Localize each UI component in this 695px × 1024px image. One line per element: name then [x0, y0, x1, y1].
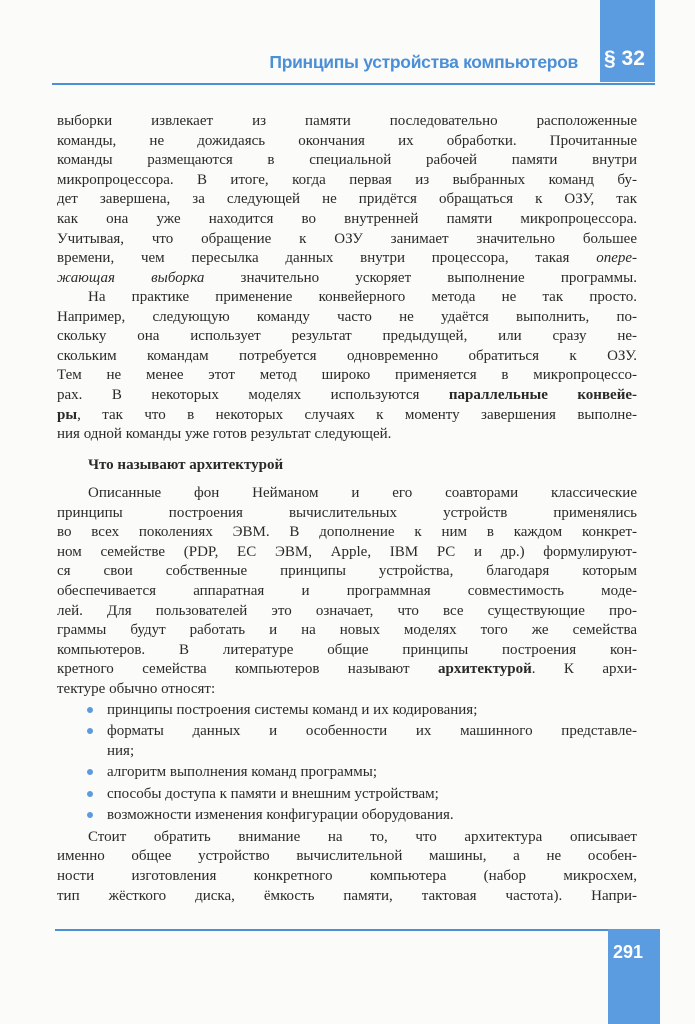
text-run: команды, не дожидаясь окончания их обработки. Прочитанные: [57, 132, 637, 149]
bullet-item-line: [107, 701, 637, 719]
text-run: ности изготовления конкретного компьютера (набор микросхем,: [57, 868, 637, 884]
text-run: тип жёсткого диска, ёмкость памяти, тактовая частота). Напри-: [57, 888, 637, 904]
text-run: команды размещаются в специальной рабочей памяти внутри: [57, 152, 637, 169]
paragraph-line: [57, 621, 637, 639]
section-number: § 32: [604, 47, 645, 70]
text-run: граммы будут работать и на новых моделях того же семейства: [57, 622, 637, 639]
text-run: ния;: [107, 743, 135, 759]
paragraph-line: [57, 562, 637, 580]
paragraph-line: [57, 151, 637, 169]
text-run: тектуре обычно относят:: [57, 681, 216, 697]
text-run: времени, чем пересылка данных внутри процессора, такая: [57, 250, 597, 267]
paragraph-line: [57, 366, 637, 384]
text-run: Тем не менее этот метод широко применяется в микропроцессо-: [57, 367, 637, 384]
text-run: во всех поколениях ЭВМ. В дополнение к ним в каждом конкрет-: [57, 524, 637, 541]
paragraph-line: [57, 347, 637, 365]
text-run: выборки извлекает из памяти последовательно расположенные: [57, 113, 637, 129]
text-run: возможности изменения конфигурации оборудования.: [107, 807, 454, 823]
paragraph-line: [57, 602, 637, 620]
text-run: форматы данных и особенности их машинного представле-: [107, 723, 637, 739]
text-run: Учитывая, что обращение к ОЗУ занимает значительно большее: [57, 230, 637, 247]
text-run: значительно ускоряет выполнение программы.: [204, 269, 637, 286]
text-run: . К архи-: [531, 661, 638, 678]
paragraph-line: [57, 582, 637, 600]
paragraph-line: [57, 543, 637, 561]
bold-term: архитектурой: [437, 661, 532, 678]
text-run: скольку она использует результат предыдущей, или сразу не-: [57, 328, 637, 345]
header-rule: [52, 83, 655, 85]
text-run: ном семействе (PDP, ЕС ЭВМ, Apple, IBM PC и др.) формулируют-: [57, 543, 637, 560]
paragraph-line: [57, 230, 637, 248]
paragraph-line: [57, 847, 637, 865]
text-run: Описанные фон Нейманом и его соавторами классические: [88, 485, 637, 501]
italic-term: опере-: [596, 250, 637, 267]
paragraph-line: [57, 523, 637, 541]
paragraph-line: [57, 210, 637, 228]
paragraph-line: [57, 425, 637, 443]
bullet-icon: [87, 769, 93, 775]
paragraph-line: [57, 887, 637, 905]
paragraph-line: [57, 641, 637, 659]
paragraph-line: [57, 680, 637, 698]
text-run: принципы построения вычислительных устройств применялись: [57, 504, 637, 521]
text-run: кретного семейства компьютеров называют: [57, 661, 438, 678]
text-run: микропроцессора. В итоге, когда первая из выбранных команд бу-: [57, 171, 637, 188]
bullet-icon: [87, 791, 93, 797]
text-run: способы доступа к памяти и внешним устройствам;: [107, 786, 439, 802]
text-run: как она уже находится во внутренней памяти микропроцессора.: [57, 211, 637, 227]
bullet-icon: [87, 812, 93, 818]
page-number: 291: [613, 942, 644, 962]
text-run: Например, следующую команду часто не удаётся выполнить, по-: [57, 308, 637, 325]
bullet-icon: [87, 707, 93, 713]
paragraph-line: [57, 386, 637, 404]
text-run: , так что в некоторых случаях к моменту завершения выполне-: [77, 406, 637, 423]
bullet-icon: [87, 728, 93, 734]
running-title: Принципы устройства компьютеров: [269, 52, 578, 72]
text-run: скольким командам потребуется одновременно обратиться к ОЗУ.: [57, 347, 637, 364]
bold-term: параллельные конвейе-: [448, 387, 638, 403]
bullet-item-line: [107, 722, 637, 740]
text-run: обеспечивается аппаратная и программная совместимость моде-: [57, 583, 637, 599]
text-run: На практике применение конвейерного метода не так просто.: [88, 289, 637, 305]
text-run: Что называют архитектурой: [88, 457, 284, 473]
paragraph-line: [57, 406, 637, 424]
footer-rule: [55, 929, 610, 931]
paragraph-line: [57, 327, 637, 345]
paragraph-line: [57, 269, 637, 287]
bullet-item-line: [107, 785, 637, 803]
text-run: компьютеров. В литературе общие принципы построения кон-: [57, 641, 637, 658]
paragraph-line: [88, 484, 637, 502]
bullet-item-line: [107, 742, 637, 760]
paragraph-line: [57, 190, 637, 208]
section-heading: [88, 456, 668, 474]
text-run: рах. В некоторых моделях используются: [57, 387, 449, 403]
text-run: дет завершена, за следующей не придётся обращаться к ОЗУ, так: [57, 191, 637, 208]
paragraph-line: [57, 112, 637, 130]
bullet-item-line: [107, 763, 637, 781]
paragraph-line: [57, 867, 637, 885]
paragraph-line: [88, 288, 637, 306]
text-run: алгоритм выполнения команд программы;: [107, 764, 378, 780]
bold-term: ры: [57, 406, 78, 423]
bullet-item-line: [107, 806, 637, 824]
paragraph-line: [57, 171, 637, 189]
paragraph-line: [57, 249, 637, 267]
paragraph-line: [57, 504, 637, 522]
paragraph-line: [88, 828, 637, 846]
italic-term: жающая выборка: [57, 269, 205, 286]
text-run: лей. Для пользователей это означает, что все существующие про-: [57, 602, 637, 619]
paragraph-line: [57, 132, 637, 150]
text-run: именно общее устройство вычислительной машины, а не особен-: [57, 848, 637, 864]
paragraph-line: [57, 660, 637, 678]
text-run: ся свои собственные принципы устройства, благодаря которым: [57, 563, 637, 580]
paragraph-line: [57, 308, 637, 326]
text-run: ния одной команды уже готов результат следующей.: [57, 426, 392, 443]
text-run: Стоит обратить внимание на то, что архитектура описывает: [88, 829, 637, 845]
text-run: принципы построения системы команд и их кодирования;: [107, 702, 478, 718]
